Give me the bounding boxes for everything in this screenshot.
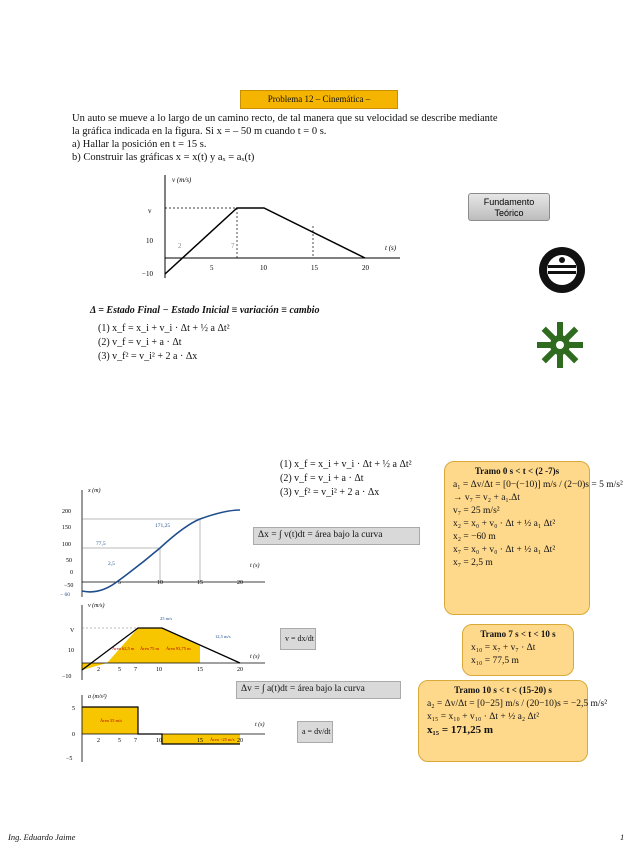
tick-label: 20 (237, 667, 243, 673)
tick-label: 15 (311, 264, 318, 272)
footer-author: Ing. Eduardo Jaime (8, 832, 76, 842)
tramo-line: x₁₀ = 77,5 m (471, 656, 519, 666)
tick-label: −10 (62, 674, 72, 680)
delta-definition: Δ = Estado Final − Estado Inicial ≡ variación ≡ cambio (90, 305, 320, 316)
y-axis-label: v (m/s) (88, 603, 105, 609)
tick-label: 10 (146, 237, 153, 245)
tramo-header: Tramo 0 s < t < (2 -7)s (474, 466, 560, 476)
statement-line: la gráfica indicada en la figura. Si x = – 50 m cuando t = 0 s. (72, 126, 327, 137)
tramo-header: Tramo 7 s < t < 10 s (480, 629, 556, 639)
tick-label: 10 (260, 264, 267, 272)
statement-line: a) Hallar la posición en t = 15 s. (72, 139, 207, 150)
tramo-line: v₇ = 25 m/s² (453, 506, 500, 516)
acceleration-derivative: a = dv/dt (297, 721, 333, 743)
velocity-area-chart (60, 600, 270, 682)
x-axis-label: t (s) (255, 722, 265, 728)
position-chart (60, 485, 270, 600)
tick-label: 2 (97, 667, 100, 673)
tramo-line: a₁ = Δv/Δt = [0−(−10)] m/s / (2−0)s = 5 m/s² (453, 480, 623, 490)
tramo-1-box (444, 461, 623, 615)
data-label: − 60 (60, 592, 70, 598)
button-label: Teórico (494, 207, 524, 218)
tick-label: 0 (70, 570, 73, 576)
tick-label: 2 (97, 738, 100, 744)
tick-label: 10 (156, 738, 162, 744)
area-label: Área 93,75 m (166, 646, 191, 651)
tramo-3-box (418, 680, 608, 762)
kinematic-equations-repeat (280, 458, 412, 500)
data-label: 25 m/s (160, 616, 173, 621)
acceleration-chart (60, 692, 270, 764)
annotation: 7 (231, 242, 235, 250)
x-axis-label: t (s) (250, 563, 260, 569)
x-axis-label: t (s) (385, 244, 397, 252)
data-label: 12,5 m/s (215, 634, 231, 639)
tick-label: 0 (72, 732, 75, 738)
statement-line: b) Construir las gráficas x = x(t) y aₓ = aₓ(t) (72, 152, 255, 163)
footer-page-number: 1 (620, 832, 625, 842)
velocity-chart-top (130, 170, 410, 282)
tick-label: 100 (62, 542, 71, 548)
tick-label: 15 (197, 667, 203, 673)
tick-label: 7 (134, 667, 137, 673)
annotation: 2 (178, 242, 182, 250)
area-label: Área 75 m (140, 646, 159, 651)
tick-label: 15 (197, 738, 203, 744)
tick-label: 10 (68, 648, 74, 654)
tick-label: 5 (118, 580, 121, 586)
tick-label: V (70, 628, 75, 634)
delta-v-relation: Δv = ∫ a(t)dt = área bajo la curva (236, 681, 401, 699)
equation: (1) x_f = x_i + v_i · Δt + ½ a Δt² (280, 459, 412, 470)
data-label: 77,5 (96, 541, 106, 547)
data-label: 171,25 (155, 523, 171, 529)
y-axis-label: a (m/s²) (88, 694, 107, 700)
tick-label: 7 (134, 738, 137, 744)
engineering-gear-icon (535, 320, 585, 370)
area-label: Área −25 m/s (210, 737, 235, 742)
tick-label: 20 (362, 264, 369, 272)
area-label: Área 35 m/s (100, 718, 122, 723)
data-label: 2,5 (108, 561, 115, 567)
tramo-line: x₂ = x₀ + v₀ · Δt + ½ a₁ Δt² (453, 519, 556, 529)
tick-label: 20 (237, 738, 243, 744)
tick-label: 150 (62, 525, 71, 531)
tick-label: 5 (72, 706, 75, 712)
tramo-line: x₁₅ = 171,25 m (427, 724, 494, 736)
tick-label: 15 (197, 580, 203, 586)
y-axis-label: x (m) (88, 488, 101, 494)
tramo-line: a₂ = Δv/Δt = [0−25] m/s / (20−10)s = −2,5 m/s² (427, 699, 608, 709)
kinematic-equations (98, 322, 230, 364)
tick-label: 10 (156, 667, 162, 673)
problem-statement (72, 112, 572, 164)
area-label: Área 62,5 m (112, 646, 135, 651)
equation: (3) v_f² = v_i² + 2 a · Δx (280, 487, 380, 498)
equation: (2) v_f = v_i + a · Δt (98, 337, 182, 348)
tramo-line: x₁₀ = x₇ + v₇ · Δt (471, 643, 536, 653)
statement-line: Un auto se mueve a lo largo de un camino recto, de tal manera que su velocidad se describe mediante (72, 113, 498, 124)
tramo-2-box (462, 624, 574, 676)
tramo-line: → v₇ = v₂ + a₁.Δt (453, 493, 520, 503)
tramo-line: x₇ = 2,5 m (453, 558, 493, 568)
button-label: Fundamento (483, 196, 535, 207)
equation: (2) v_f = v_i + a · Δt (280, 473, 364, 484)
y-axis-label: v (m/s) (172, 176, 192, 184)
tick-label: −5 (66, 756, 73, 762)
tick-label: 10 (157, 580, 163, 586)
tick-label: −50 (64, 583, 74, 589)
tramo-line: x₇ = x₀ + v₀ · Δt + ½ a₁ Δt² (453, 545, 556, 555)
problem-title: Problema 12 – Cinemática – (240, 90, 398, 109)
tick-label: 5 (210, 264, 214, 272)
tramo-line: x₂ = −60 m (453, 532, 496, 542)
x-axis-label: t (s) (250, 654, 260, 660)
university-logo-icon (537, 245, 587, 295)
tramo-header: Tramo 10 s < t < (15-20) s (454, 685, 552, 695)
velocity-derivative: v = dx/dt (280, 628, 316, 650)
fundamento-teorico-button[interactable] (468, 193, 550, 221)
tick-label: −10 (142, 270, 153, 278)
equation: (1) x_f = x_i + v_i · Δt + ½ a Δt² (98, 323, 230, 334)
tick-label: 5 (118, 738, 121, 744)
tick-label: 50 (66, 558, 72, 564)
tick-label: 5 (118, 667, 121, 673)
tramo-line: x₁₅ = x₁₀ + v₁₀ · Δt + ½ a₂ Δt² (427, 712, 540, 722)
delta-x-relation: Δx = ∫ v(t)dt = área bajo la curva (253, 527, 420, 545)
tick-label: 20 (237, 580, 243, 586)
tick-label: 200 (62, 509, 71, 515)
tick-label: v (148, 207, 152, 215)
equation: (3) v_f² = v_i² + 2 a · Δx (98, 351, 198, 362)
